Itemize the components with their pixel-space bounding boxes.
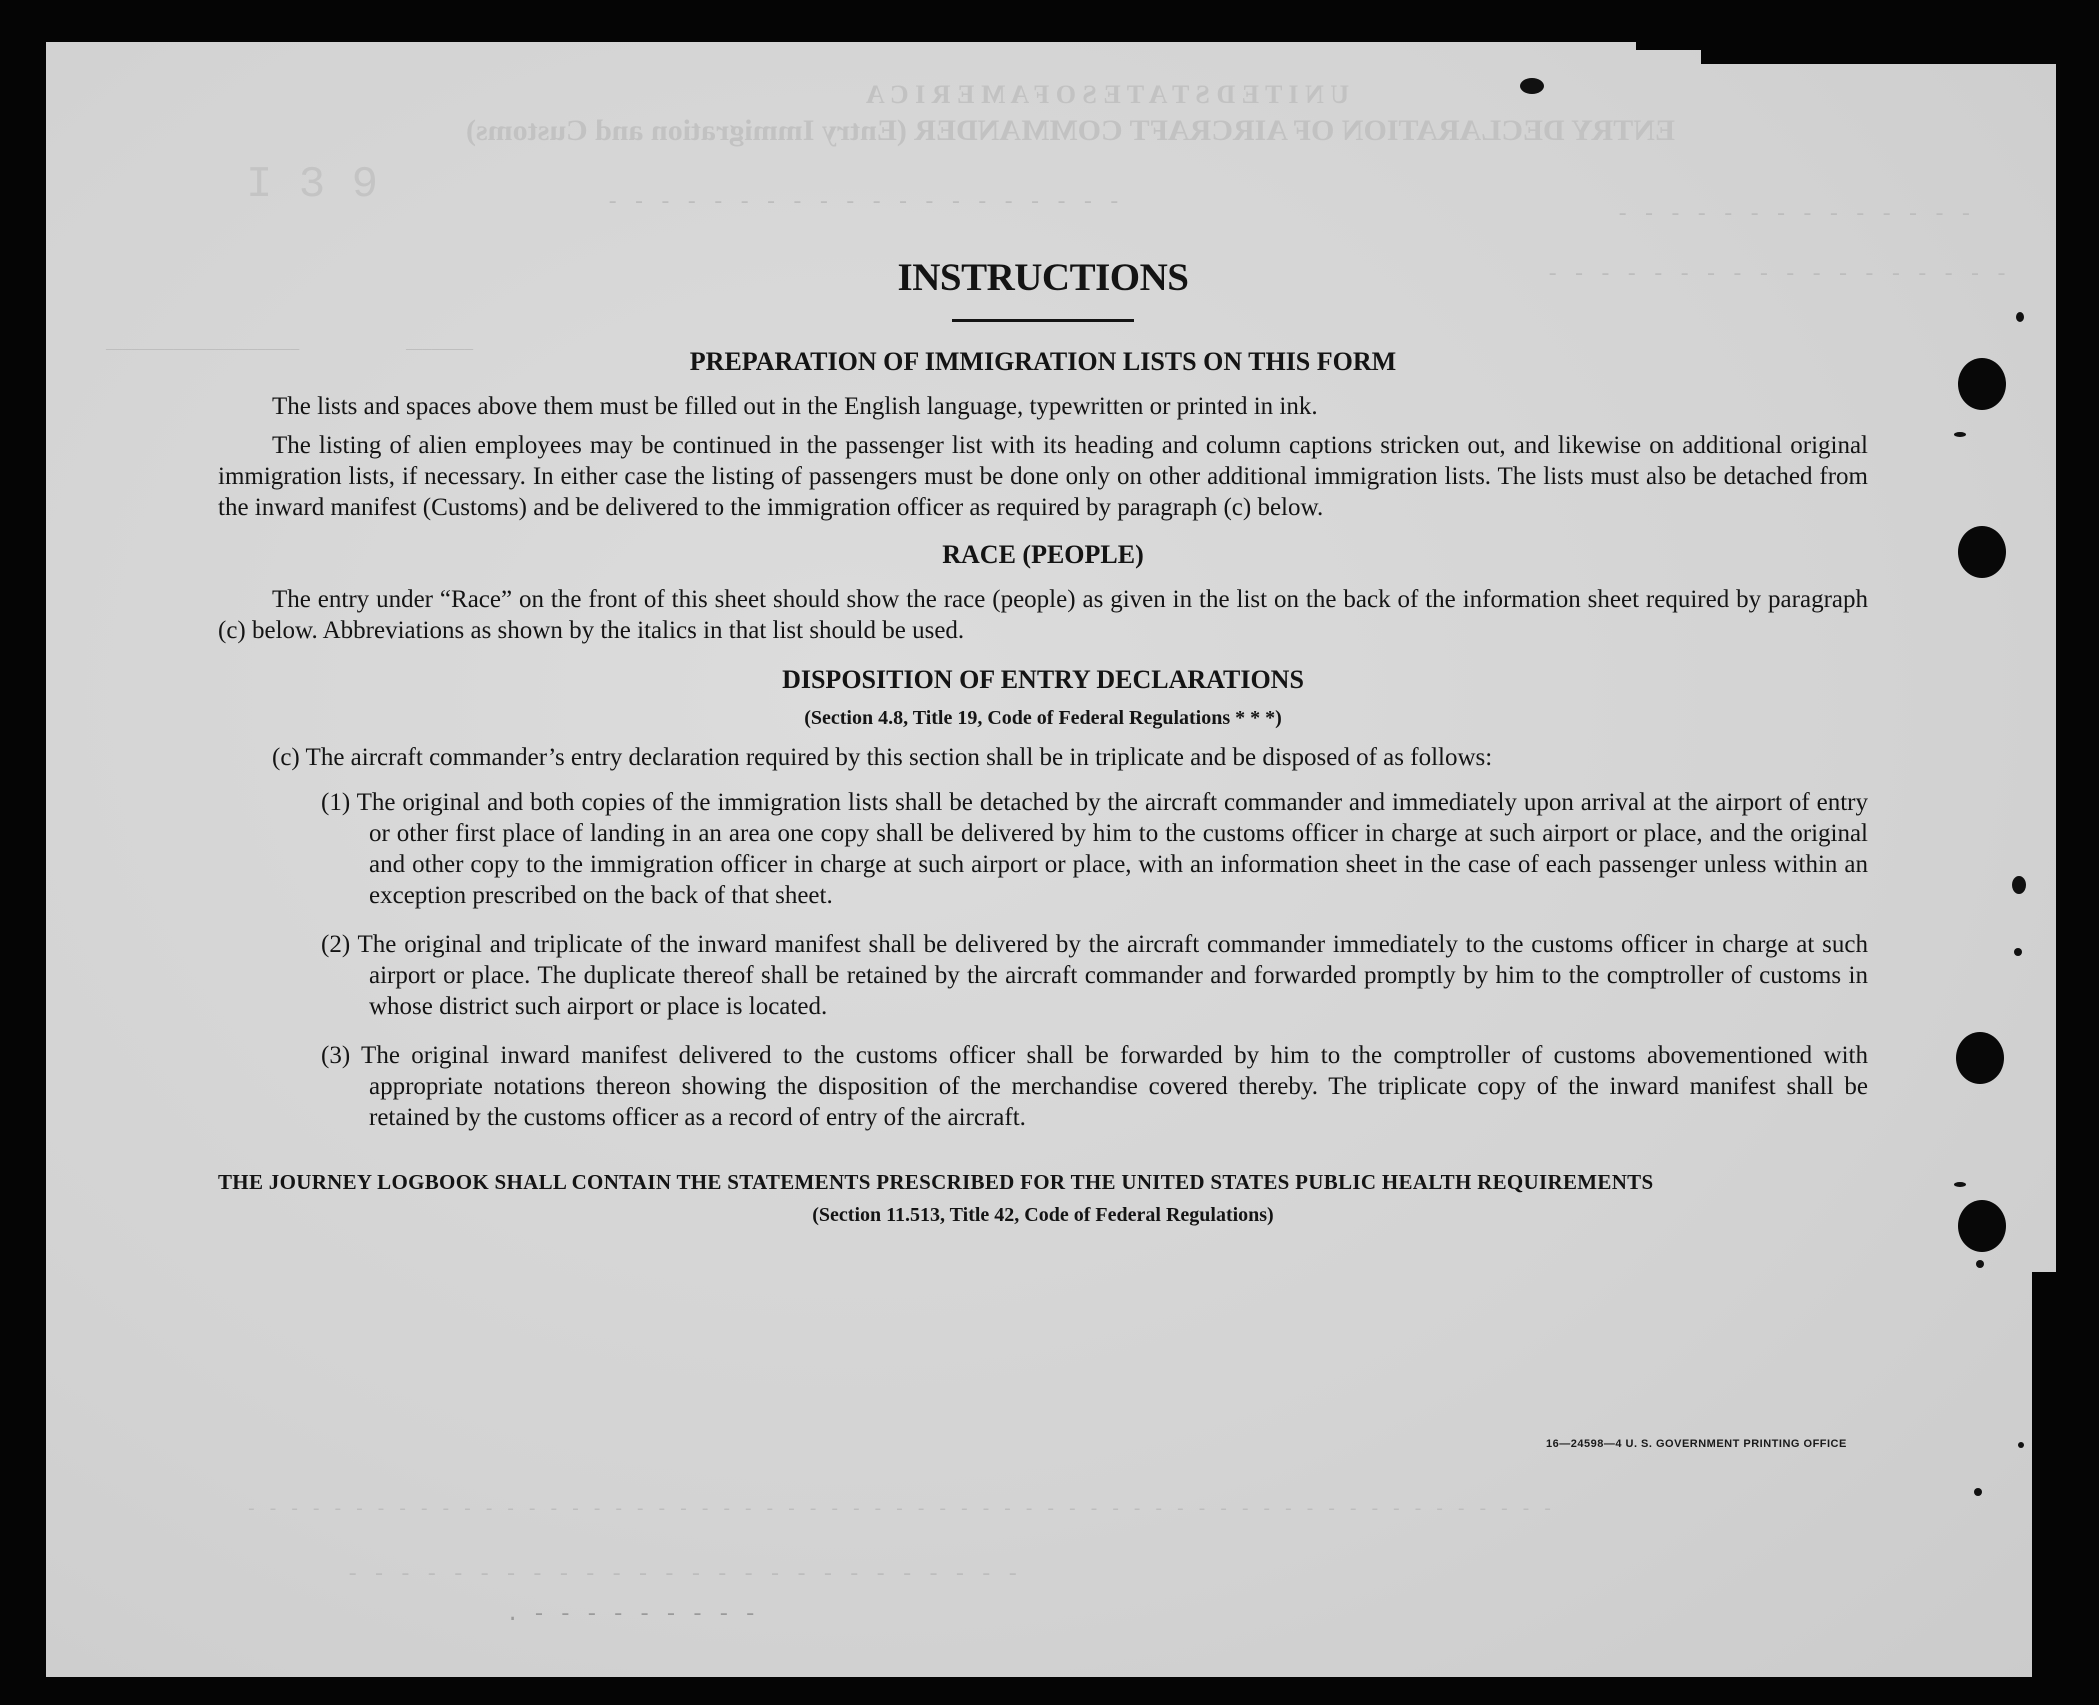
paragraph: The listing of alien employees may be continued in the passenger list with its heading and column captions stricken out, and likewise on additional original immigration lists, if necessary. In either case the listing of passengers must be done only on other additional immigration lists. The lists must also be detached from the inward manifest (Customs) and be delivered to the immigration officer as required by paragraph (c) below. bbox=[218, 432, 1868, 521]
bleed-through-text: . - - - - - - - - - bbox=[506, 1602, 757, 1627]
ink-speck bbox=[1974, 1488, 1982, 1496]
punch-hole bbox=[1958, 1200, 2006, 1252]
paper-tear bbox=[2032, 1272, 2062, 1682]
list-item: (3) The original inward manifest delivered to the customs officer shall be forwarded by him to the comptroller of customs abovementioned with appropriate notations thereon showing the disposition of the merchandise covered thereby. The triplicate copy of the inward manifest shall be retained by the customs officer as a record of entry of the aircraft. bbox=[321, 1042, 1868, 1131]
bleed-through-text: - - - - - - - - - - - - - - - - - - - - bbox=[606, 190, 1121, 215]
instructions-body bbox=[218, 255, 1868, 1231]
title-underline bbox=[952, 319, 1134, 322]
ink-speck bbox=[1520, 78, 1544, 94]
list-item: (1) The original and both copies of the immigration lists shall be detached by the aircraft commander and immediately upon arrival at the airport of entry or other first place of landing in an area one copy shall be delivered by him to the customs officer in charge at such airport or place, and the original and other copy to the immigration officer in charge at such airport or place, with an information sheet in the case of each passenger unless within an exception prescribed on the back of that sheet. bbox=[321, 789, 1868, 909]
ink-speck bbox=[1976, 1260, 1984, 1268]
bleed-through-text: ——————————————————————— bbox=[106, 342, 300, 358]
footer-citation: (Section 11.513, Title 42, Code of Federal Regulations) bbox=[812, 1204, 1274, 1226]
bleed-through-text: - - - - - - - - - - - - - - - - - - bbox=[1546, 262, 2009, 287]
bleed-through-text: U N I T E D S T A T E S O F A M E R I C A bbox=[866, 80, 1350, 109]
printer-imprint: 16—24598—4 U. S. GOVERNMENT PRINTING OFFICE bbox=[1546, 1438, 1847, 1450]
section-heading-disposition: DISPOSITION OF ENTRY DECLARATIONS bbox=[782, 665, 1304, 694]
paper-tear bbox=[1636, 40, 1706, 50]
bleed-through-text: I 3 9 bbox=[246, 160, 379, 210]
punch-hole bbox=[1958, 358, 2006, 410]
section-heading-preparation: PREPARATION OF IMMIGRATION LISTS ON THIS FORM bbox=[689, 347, 1397, 376]
ink-speck bbox=[2016, 312, 2024, 322]
ink-speck bbox=[1954, 1182, 1966, 1187]
bleed-through-text: - - - - - - - - - - - - - - - - - - - - - - - - - - - - - - - - - - - - - - - - - - - - - - - - - - - - - - - - - - - - - bbox=[246, 1500, 1554, 1520]
page-title: INSTRUCTIONS bbox=[897, 256, 1189, 299]
ink-speck bbox=[2012, 876, 2026, 894]
punch-hole bbox=[1956, 1032, 2004, 1084]
paragraph: The lists and spaces above them must be filled out in the English language, typewritten or printed in ink. bbox=[272, 393, 1318, 420]
section-heading-race: RACE (PEOPLE) bbox=[942, 540, 1144, 569]
punch-hole bbox=[1958, 526, 2006, 578]
bleed-through-text: ENTRY DECLARATION OF AIRCRAFT COMMANDER (Entry Immigration and Customs) bbox=[466, 114, 1675, 147]
bleed-through-text: - - - - - - - - - - - - - - bbox=[1616, 202, 1973, 227]
paragraph-c: (c) The aircraft commander’s entry declaration required by this section shall be in triplicate and be disposed of as follows: bbox=[272, 744, 1493, 771]
ink-speck bbox=[1954, 432, 1966, 437]
paper-tear bbox=[1701, 40, 2061, 64]
paragraph: The entry under “Race” on the front of this sheet should show the race (people) as given in the list on the back of the information sheet required by paragraph (c) below. Abbreviations as shown by the italics in that list should be used. bbox=[218, 586, 1868, 644]
bleed-through-text: ———————— bbox=[406, 342, 474, 358]
footer-statement: THE JOURNEY LOGBOOK SHALL CONTAIN THE STATEMENTS PRESCRIBED FOR THE UNITED STATES PUBLIC HEALTH REQUIREMENTS bbox=[218, 1170, 1654, 1194]
ink-speck bbox=[2018, 1442, 2024, 1448]
list-item: (2) The original and triplicate of the inward manifest shall be delivered by the aircraft commander immediately to the customs officer in charge at such airport or place. The duplicate thereof shall be retained by the aircraft commander and forwarded promptly by him to the comptroller of customs in whose district such airport or place is located. bbox=[321, 931, 1868, 1020]
bleed-through-text: - - - - - - - - - - - - - - - - - - - - - - - - - - bbox=[346, 1562, 1020, 1587]
section-citation: (Section 4.8, Title 19, Code of Federal Regulations * * *) bbox=[804, 707, 1282, 729]
ink-speck bbox=[2014, 948, 2022, 956]
